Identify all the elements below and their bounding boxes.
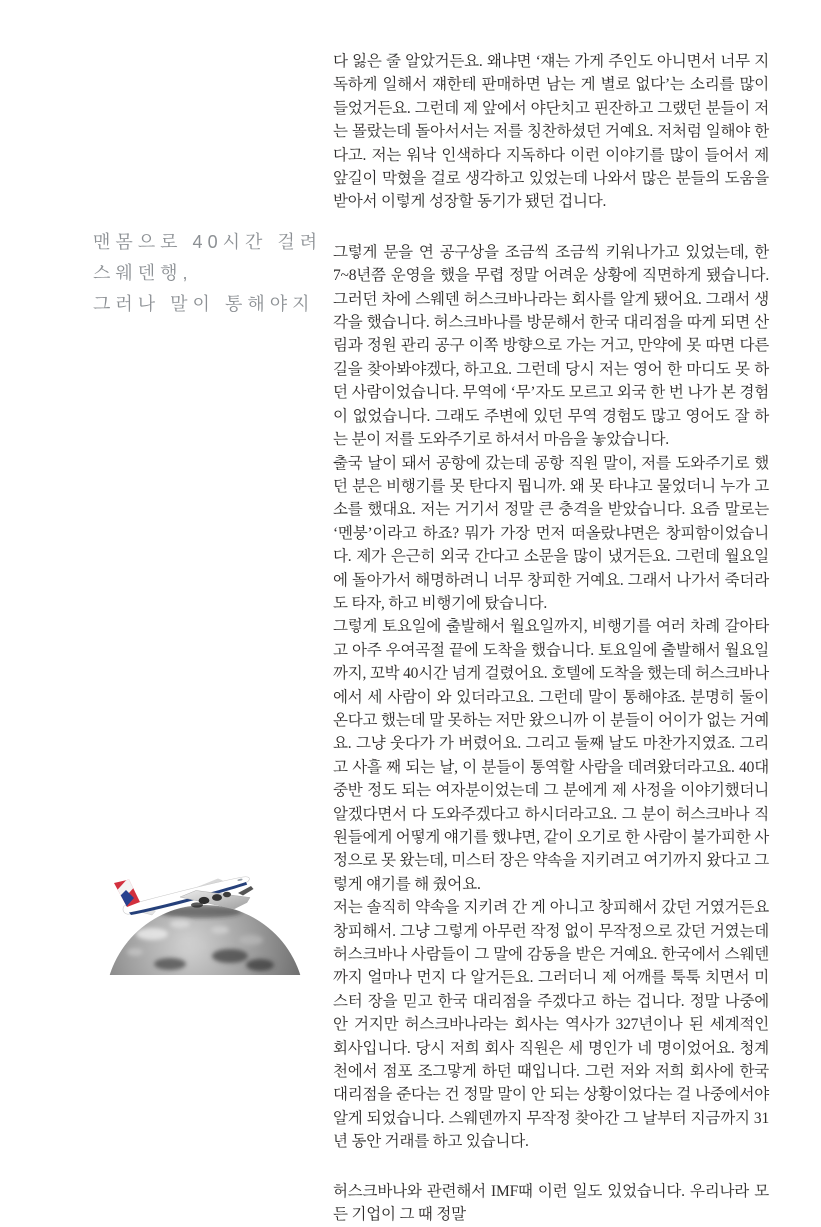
- airplane-globe-photo: [100, 864, 310, 975]
- body-paragraph: 허스크바나와 관련해서 IMF때 이런 일도 있었습니다. 우리나라 모든 기업이 그 때 정말: [333, 1182, 769, 1224]
- pull-quote: [93, 227, 343, 320]
- airplane-globe-illustration: [100, 864, 310, 975]
- body-paragraph: 그렇게 문을 연 공구상을 조금씩 조금씩 키워나가고 있었는데, 한 7~8년쯤 운영을 했을 무렵 정말 어려운 상황에 직면하게 됐습니다. 그러던 차에 스웨덴 허스크바나라는 회사를 알게 됐어요. 그래서 생각을 했습니다. 허스크바나를 방문해서 한국 대리점을 따게 되면 산림과 정원 관리 공구 이쪽 방향으로 가는 거고, 만약에 못 따면 다른 길을 찾아봐야겠다, 하고요. 그런데 당시 저는 영어 한 마디도 못 하던 사람이었습니다. 무역에 ‘무’자도 모르고 외국 한 번 나가 본 경험이 없었습니다. 그래도 주변에 있던 무역 경험도 많고 영어도 잘 하는 분이 저를 도와주기로 하셔서 마음을 놓았습니다.: [333, 243, 769, 449]
- pull-quote-line: 그러나 말이 통해야지: [93, 294, 315, 314]
- body-paragraph: 출국 날이 돼서 공항에 갔는데 공항 직원 말이, 저를 도와주기로 했던 분은 비행기를 못 탄다지 뭡니까. 왜 못 타냐고 물었더니 누가 고소를 했대요. 저는 거기서 정말 큰 충격을 받았습니다. 요즘 말로는 ‘멘붕’이라고 하죠? 뭐가 가장 먼저 떠올랐냐면은 창피함이었습니다. 제가 은근히 외국 간다고 소문을 많이 냈거든요. 그런데 월요일에 돌아가서 해명하려니 너무 창피한 거예요. 그래서 나가서 죽더라도 타자, 하고 비행기에 탔습니다.: [333, 454, 769, 612]
- body-paragraph: 저는 솔직히 약속을 지키려 간 게 아니고 창피해서 갔던 거였거든요 창피해서. 그냥 그렇게 아무런 작정 없이 무작정으로 갔던 거였는데 허스크바나 사람들이 그 말에 감동을 받은 거예요. 한국에서 스웨덴까지 얼마나 먼지 다 알거든요. 그러더니 제 어깨를 툭툭 치면서 미스터 장을 믿고 한국 대리점을 주겠다고 하는 겁니다. 정말 나중에 안 거지만 허스크바나라는 회사는 역사가 327년이나 된 세계적인 회사입니다. 당시 저희 회사 직원은 세 명인가 네 명이었어요. 청계천에서 점포 조그맣게 하던 때입니다. 그런 저와 저희 회사에 한국 대리점을 준다는 건 정말 말이 안 되는 상황이었다는 걸 나중에서야 알게 되었습니다. 스웨덴까지 무작정 찾아간 그 날부터 지금까지 31년 동안 거래를 하고 있습니다.: [333, 899, 769, 1151]
- body-paragraph: 그렇게 토요일에 출발해서 월요일까지, 비행기를 여러 차례 갈아타고 아주 우여곡절 끝에 도착을 했습니다. 토요일에 출발해서 월요일까지, 꼬박 40시간 넘게 걸렸어요. 호텔에 도착을 했는데 허스크바나에서 세 사람이 와 있더라고요. 그런데 말이 통해야죠. 분명히 둘이 온다고 했는데 말 못하는 저만 왔으니까 이 분들이 어이가 없는 거예요. 그냥 웃다가 가 버렸어요. 그리고 둘째 날도 마찬가지였죠. 그리고 사흘 째 되는 날, 이 분들이 통역할 사람을 데려왔더라고요. 40대 중반 정도 되는 여자분이었는데 그 분에게 제 사정을 이야기했더니 알겠다면서 다 도와주겠다고 하시더라고요. 그 분이 허스크바나 직원들에게 어떻게 얘기를 했냐면, 같이 오기로 한 사람이 불가피한 사정으로 못 왔는데, 미스터 장은 약속을 지키려고 여기까지 왔다고 그렇게 얘기를 해 줬어요.: [333, 618, 769, 893]
- body-text-column: [333, 50, 769, 1227]
- globe-icon: [105, 905, 305, 975]
- body-paragraph: 다 잃은 줄 알았거든요. 왜냐면 ‘쟤는 가게 주인도 아니면서 너무 지독하게 일해서 쟤한테 판매하면 남는 게 별로 없다’는 소리를 많이 들었거든요. 그런데 제 앞에서 야단치고 핀잔하고 그랬던 분들이 저는 몰랐는데 돌아서서는 저를 칭찬하셨던 거예요. 저처럼 일해야 한다고. 저는 워낙 인색하다 지독하다 이런 이야기를 많이 들어서 제 앞길이 막혔을 걸로 생각하고 있었는데 나와서 많은 분들의 도움을 받아서 이렇게 성장할 동기가 됐던 겁니다.: [333, 53, 769, 211]
- pull-quote-line: 스웨덴행,: [93, 263, 193, 283]
- pull-quote-line: 맨몸으로 40시간 걸려: [93, 232, 323, 252]
